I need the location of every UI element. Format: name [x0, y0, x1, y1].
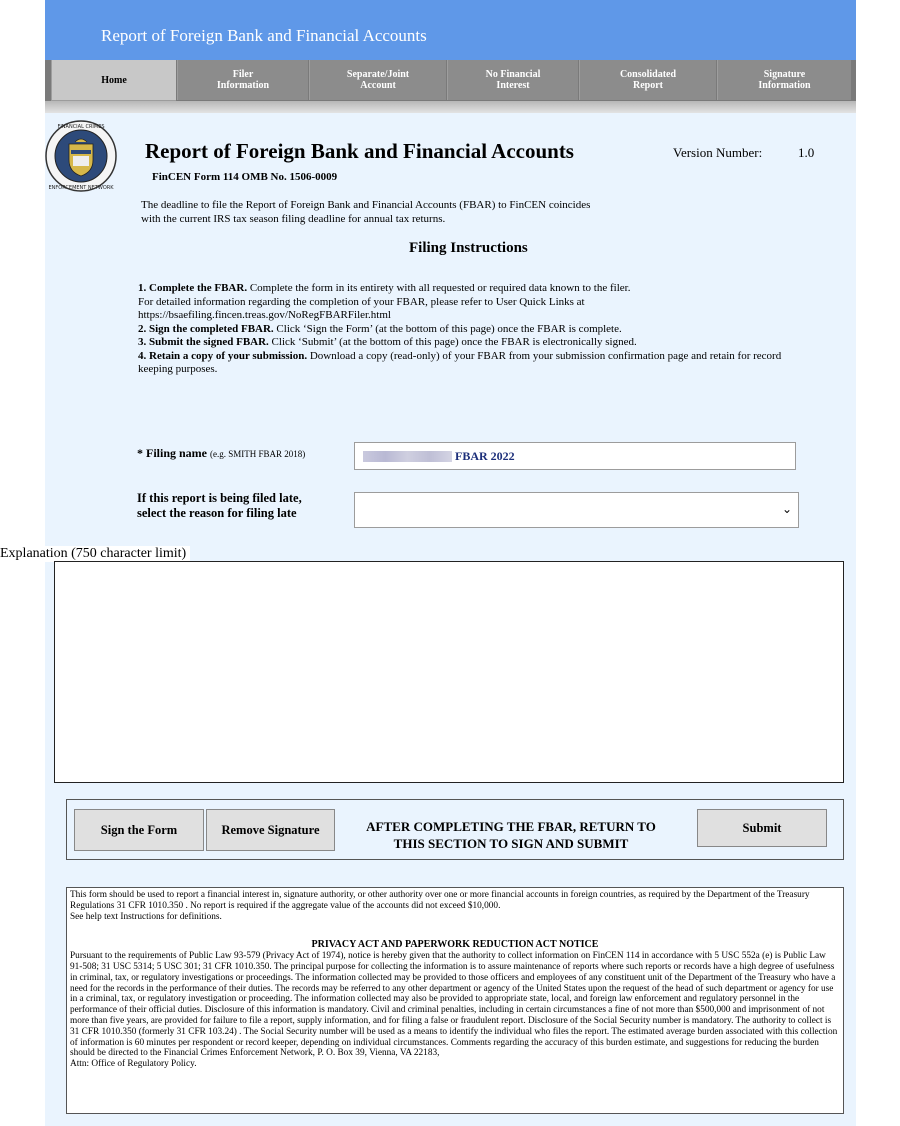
filing-name-value: FBAR 2022: [455, 449, 515, 463]
tab-no-financial-interest[interactable]: No Financial Interest: [447, 60, 578, 100]
instruction-step-4: 4. Retain a copy of your submission. Download a copy (read-only) of your FBAR from your submission confirmation page and retain for record keeping purposes.: [138, 349, 782, 375]
filing-name-hint: (e.g. SMITH FBAR 2018): [210, 449, 306, 459]
svg-text:ENFORCEMENT NETWORK: ENFORCEMENT NETWORK: [48, 185, 114, 191]
tab-bar: [45, 60, 856, 101]
instructions-list: [138, 282, 818, 377]
version-number: 1.0: [798, 145, 815, 160]
tab-bar-underline: [45, 101, 856, 113]
filing-name-label: * Filing name (e.g. SMITH FBAR 2018): [137, 446, 306, 460]
deadline-notice: The deadline to file the Report of Foreign Bank and Financial Accounts (FBAR) to FinCEN coincides with the current IRS tax season filing deadline for annual tax returns.: [141, 199, 591, 225]
svg-text:FINANCIAL CRIMES: FINANCIAL CRIMES: [57, 124, 105, 130]
tab-filer-information[interactable]: Filer Information: [177, 60, 308, 100]
explanation-label: Explanation (750 character limit): [0, 546, 190, 562]
instruction-step-3: 3. Submit the signed FBAR. Click ‘Submit’ (at the bottom of this page) once the FBAR is electronically signed.: [138, 336, 637, 348]
legal-intro: This form should be used to report a financial interest in, signature authority, or other authority over one or more financial accounts in foreign countries, as required by the Department of the Treasury Regulations 31 CFR 1010.350 . No report is required if the aggregate value of the accounts did not exceed $10,000.: [70, 890, 810, 911]
instruction-step-2: 2. Sign the completed FBAR. Click ‘Sign the Form’ (at the bottom of this page) once the FBAR is complete.: [138, 322, 622, 335]
form-subhead: FinCEN Form 114 OMB No. 1506-0009: [152, 171, 338, 183]
filing-name-input[interactable]: [354, 442, 796, 470]
tab-signature-information[interactable]: Signature Information: [717, 60, 851, 100]
late-reason-select[interactable]: [354, 492, 799, 528]
legal-help: See help text Instructions for definitions.: [70, 911, 222, 922]
privacy-attn: Attn: Office of Regulatory Policy.: [70, 1059, 197, 1070]
quick-links-url: https://bsaefiling.fincen.treas.gov/NoRegFBARFiler.html: [138, 309, 391, 321]
version-label: Version Number:: [673, 145, 763, 160]
instruction-step-1: 1. Complete the FBAR. Complete the form in its entirety with all requested or required data known to the filer.: [138, 282, 631, 294]
app-banner: [45, 0, 856, 60]
sign-submit-instructions: AFTER COMPLETING THE FBAR, RETURN TO THIS SECTION TO SIGN AND SUBMIT: [366, 819, 656, 851]
form-title: Report of Foreign Bank and Financial Accounts: [145, 139, 574, 163]
sign-form-button[interactable]: Sign the Form: [74, 809, 204, 851]
explanation-textarea[interactable]: [54, 561, 844, 783]
tab-consolidated-report[interactable]: Consolidated Report: [579, 60, 716, 100]
instruction-step-1-detail: For detailed information regarding the completion of your FBAR, please refer to User Quick Links at: [138, 295, 585, 308]
legal-notice: [66, 887, 844, 1114]
banner-title: Report of Foreign Bank and Financial Accounts: [101, 26, 427, 45]
remove-signature-button[interactable]: Remove Signature: [206, 809, 335, 851]
fincen-seal-logo: [45, 120, 117, 192]
redacted-name: [363, 451, 452, 462]
tab-home[interactable]: Home: [51, 60, 176, 102]
filing-instructions-heading: Filing Instructions: [409, 240, 528, 256]
chevron-down-icon: ⌄: [781, 502, 792, 516]
submit-button[interactable]: Submit: [697, 809, 827, 847]
privacy-heading: PRIVACY ACT AND PAPERWORK REDUCTION ACT NOTICE: [311, 939, 599, 951]
late-reason-label: If this report is being filed late, select the reason for filing late: [137, 491, 302, 520]
tab-separate-joint-account[interactable]: Separate/Joint Account: [309, 60, 446, 100]
privacy-body: Pursuant to the requirements of Public Law 93-579 (Privacy Act of 1974), notice is hereby given that the authority to collect information on FinCEN 114 in accordance with 5 USC 552a (e) is Public Law 91-508; 31 USC 5314; 5 USC 301; 31 CFR 1010.350. The principal purpose for collecting the information is to assure maintenance of reports where such reports or records have a high degree of usefulness in criminal, tax, or regulatory investigations or proceedings. The information collected may be provided to those officers and employees of any constituent unit of the Department of the Treasury who have a need for the records in the performance of their duties. The records may be referred to any other department or agency of the United States upon the request of the head of such department or agency for use in a criminal, tax, or regulatory investigation or proceeding. The information collected may also be provided to appropriate state, local, and foreign law enforcement and regulatory personnel in the performance of their official duties. Disclosure of this information is mandatory. Civil and criminal penalties, including in certain circumstances a fine of not more than $500,000 and imprisonment of not more than five years, are provided for failure to file a report, supply information, and for filing a false or fraudulent report. Disclosure of the Social Security number is mandatory. The authority to collect is 31 CFR 1010.350 (formerly 31 CFR 103.24) . The Social Security number will be used as a means to identify the individual who files the report. The estimated average burden associated with this collection of information is 60 minutes per respondent or record keeper, depending on individual circumstances. Comments regarding the accuracy of this burden estimate, and suggestions for reducing the burden should be directed to the Financial Crimes Enforcement Network, P. O. Box 39, Vienna, VA 22183,: [70, 951, 838, 1059]
